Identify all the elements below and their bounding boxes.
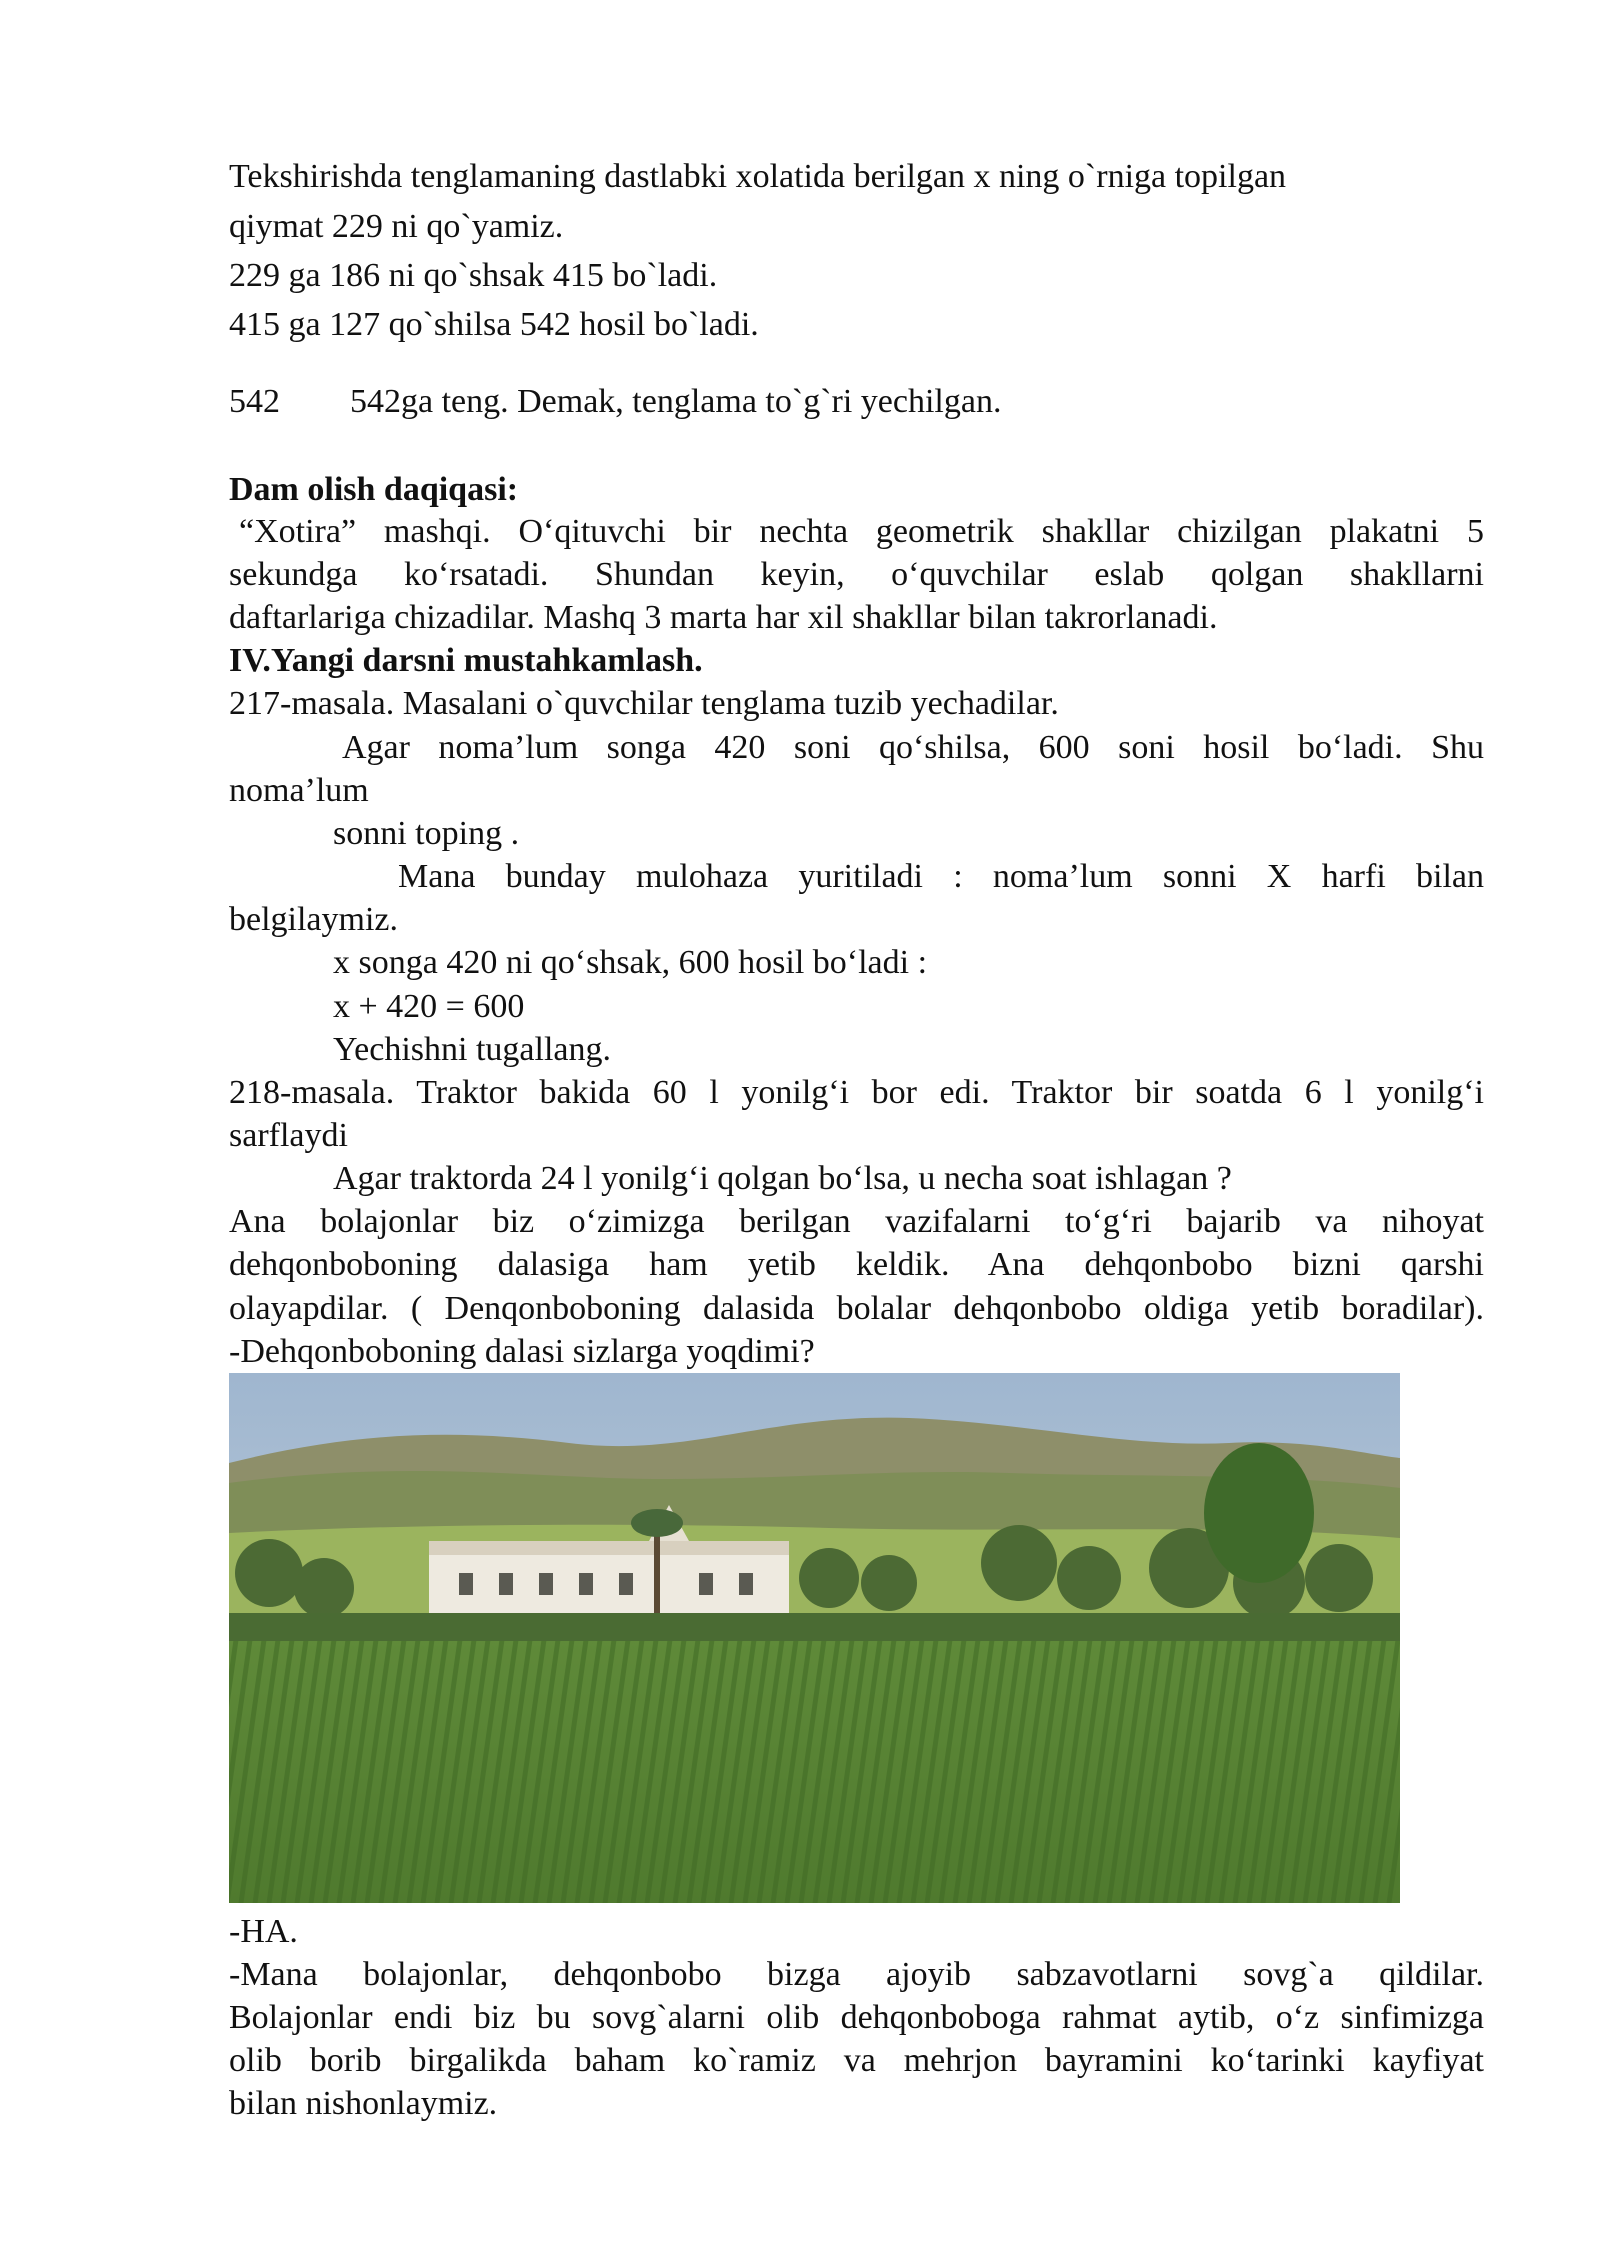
problem-217-line: Agar noma’lum songa 420 soni qo‘shilsa, 600 soni hosil bo‘ladi. Shu [342, 729, 1484, 766]
paragraph-line: Ana bolajonlar biz o‘zimizga berilgan vazifalarni to‘g‘ri bajarib va nihoyat [229, 1203, 1484, 1240]
check-value: 542 [229, 383, 280, 420]
farm-field-illustration [229, 1373, 1400, 1903]
paragraph-line: dehqonboboning dalasiga ham yetib keldik. Ana dehqonbobo bizni qarshi [229, 1246, 1484, 1283]
section-heading-reinforce: IV.Yangi darsni mustahkamlash. [229, 642, 703, 679]
text-line: 415 ga 127 qo`shilsa 542 hosil bo`ladi. [229, 306, 759, 343]
paragraph-line: -Mana bolajonlar, dehqonbobo bizga ajoyib sabzavotlarni sovg`a qildilar. [229, 1956, 1484, 1993]
problem-217-line: belgilaymiz. [229, 901, 399, 938]
section-heading-break: Dam olish daqiqasi: [229, 471, 519, 508]
problem-217-line: noma’lum [229, 772, 369, 809]
problem-218-title: 218-masala. Traktor bakida 60 l yonilg‘i bor edi. Traktor bir soatda 6 l yonilg‘i [229, 1074, 1484, 1111]
problem-217-line: sonni toping . [333, 815, 520, 852]
equation: x + 420 = 600 [333, 988, 525, 1025]
text-line: qiymat 229 ni qo`yamiz. [229, 208, 564, 245]
answer-line: -HA. [229, 1913, 298, 1950]
problem-217-line: x songa 420 ni qo‘shsak, 600 hosil bo‘ladi : [333, 944, 928, 981]
paragraph-line: “Xotira” mashqi. O‘qituvchi bir nechta geometrik shakllar chizilgan plakatni 5 [239, 513, 1484, 550]
text-line: Tekshirishda tenglamaning dastlabki xolatida berilgan x ning o`rniga topilgan [229, 158, 1287, 195]
problem-218-line: sarflaydi [229, 1117, 348, 1154]
problem-218-line: Agar traktorda 24 l yonilg‘i qolgan bo‘lsa, u necha soat ishlagan ? [333, 1160, 1232, 1197]
question-line: -Dehqonboboning dalasi sizlarga yoqdimi? [229, 1333, 815, 1370]
problem-217-title: 217-masala. Masalani o`quvchilar tenglama tuzib yechadilar. [229, 685, 1059, 722]
paragraph-line: olib borib birgalikda baham ko`ramiz va mehrjon bayramini ko‘tarinki kayfiyat [229, 2042, 1484, 2079]
farm-field-photo [229, 1373, 1400, 1903]
paragraph-line: bilan nishonlaymiz. [229, 2085, 498, 2122]
problem-217-line: Mana bunday mulohaza yuritiladi : noma’lum sonni X harfi bilan [398, 858, 1484, 895]
paragraph-line: olayapdilar. ( Denqonboboning dalasida bolalar dehqonbobo oldiga yetib boradilar). [229, 1290, 1484, 1327]
problem-217-line: Yechishni tugallang. [333, 1031, 611, 1068]
text-line: 229 ga 186 ni qo`shsak 415 bo`ladi. [229, 257, 718, 294]
check-conclusion: 542ga teng. Demak, tenglama to`g`ri yechilgan. [350, 383, 1002, 420]
paragraph-line: daftarlariga chizadilar. Mashq 3 marta har xil shakllar bilan takrorlanadi. [229, 599, 1218, 636]
paragraph-line: sekundga ko‘rsatadi. Shundan keyin, o‘quvchilar eslab qolgan shakllarni [229, 556, 1484, 593]
paragraph-line: Bolajonlar endi biz bu sovg`alarni olib dehqonboboga rahmat aytib, o‘z sinfimizga [229, 1999, 1484, 2036]
